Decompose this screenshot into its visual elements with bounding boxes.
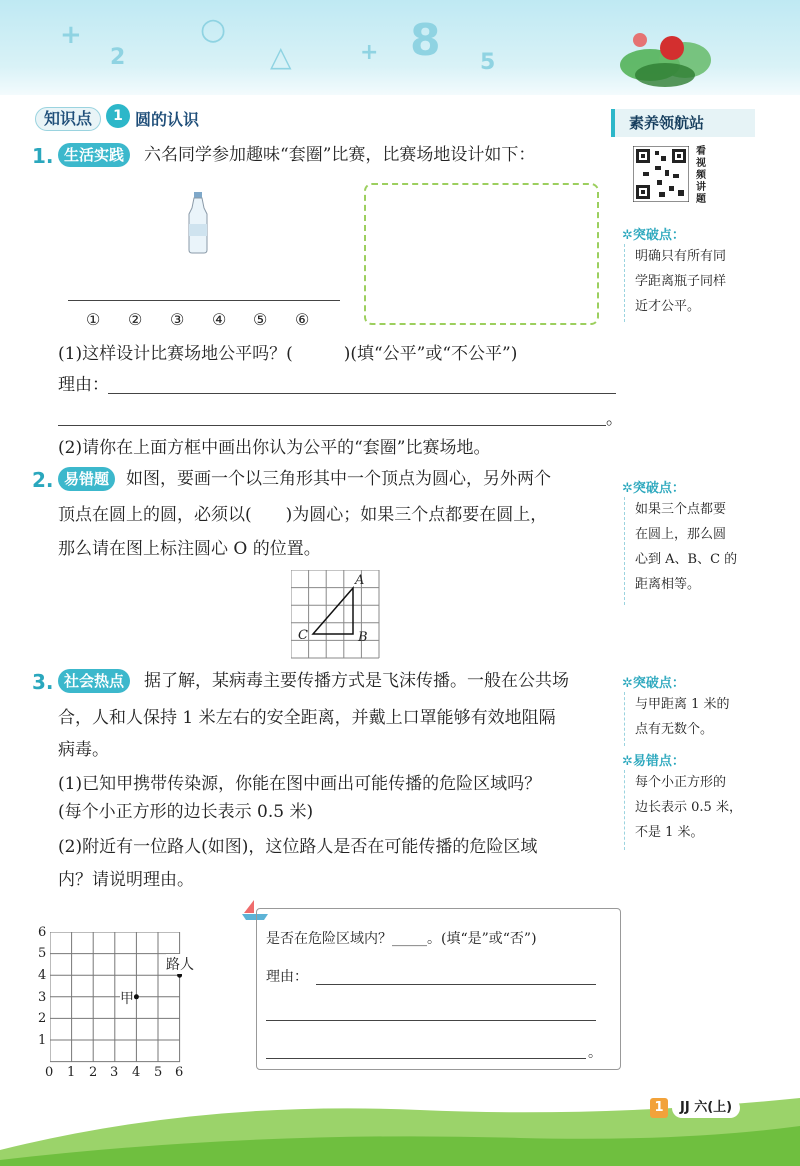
q1-part2: (2)请你在上面方框中画出你认为公平的“套圈”比赛场地。 xyxy=(58,438,491,458)
question-tag: 社会热点 xyxy=(58,669,130,693)
y-tick: 3 xyxy=(38,990,47,1005)
question-tag: 生活实践 xyxy=(58,143,130,167)
tip-line: 不是 1 米。 xyxy=(635,825,704,840)
q2-line: 那么请在图上标注圆心 O 的位置。 xyxy=(58,539,321,559)
q2-line: 如图，要画一个以三角形其中一个顶点为圆心，另外两个 xyxy=(126,469,551,489)
qr-caption: 看视频讲题 xyxy=(696,146,706,205)
tip-line: 每个小正方形的 xyxy=(635,775,727,790)
tip-line: 如果三个点都要 xyxy=(635,502,727,517)
q3-part2: (2)附近有一位路人(如图)，这位路人是否在可能传播的危险区域 xyxy=(58,837,538,857)
q3-line: 合，人和人保持 1 米左右的安全距离，并戴上口罩能够有效地阻隔 xyxy=(58,708,556,728)
question-stem: 六名同学参加趣味“套圈”比赛，比赛场地设计如下： xyxy=(144,145,536,165)
sidebar-title: 素养领航站 xyxy=(611,109,755,137)
tip-box xyxy=(624,244,760,322)
book-label: JJ 六(上) xyxy=(672,1098,740,1118)
y-tick: 5 xyxy=(38,946,47,961)
person-a-point xyxy=(134,994,139,999)
q1-part1: (1)这样设计比赛场地公平吗？( )(填“公平”或“不公平”) xyxy=(58,344,518,364)
tip-title: ✲易错点： xyxy=(622,754,685,769)
tip-line: 在圆上，那么圆 xyxy=(635,527,727,542)
x-tick: 2 xyxy=(89,1065,98,1080)
drawing-area[interactable] xyxy=(364,183,599,325)
passerby-label: 路人 xyxy=(166,954,194,974)
position-marker: ③ xyxy=(170,310,185,329)
position-marker: ⑤ xyxy=(253,310,268,329)
throwing-line xyxy=(68,300,340,301)
page-number: 1 xyxy=(650,1098,668,1118)
tip-title: ✲突破点： xyxy=(622,228,685,243)
knowledge-point-title: 圆的认识 xyxy=(135,110,200,129)
position-marker: ⑥ xyxy=(295,310,310,329)
x-tick: 0 xyxy=(45,1065,54,1080)
coordinate-grid[interactable] xyxy=(50,932,182,1064)
position-marker: ① xyxy=(86,310,101,329)
bottle-icon xyxy=(186,192,210,254)
x-tick: 5 xyxy=(154,1065,163,1080)
tip-line: 明确只有所有同 xyxy=(635,249,727,264)
answer-reason-label: 理由： xyxy=(266,969,308,985)
point-label-c: C xyxy=(298,628,308,643)
period: 。 xyxy=(606,409,623,429)
tip-line: 近才公平。 xyxy=(635,299,701,314)
tip-line: 距离相等。 xyxy=(635,577,701,592)
question-number: 1. xyxy=(32,144,54,168)
decor-plus: + xyxy=(360,40,379,65)
period: 。 xyxy=(588,1045,602,1061)
knowledge-point-number: 1 xyxy=(106,104,130,128)
q2-line: 顶点在圆上的圆，必须以( )为圆心；如果三个点都要在圆上， xyxy=(58,505,548,525)
q3-line: 据了解，某病毒主要传播方式是飞沫传播。一般在公共场 xyxy=(144,671,569,691)
question-number: 2. xyxy=(32,468,54,492)
q3-part2: 内？请说明理由。 xyxy=(58,870,194,890)
y-tick: 6 xyxy=(38,925,47,940)
knowledge-point-label: 知识点 xyxy=(35,107,101,131)
tip-line: 边长表示 0.5 米， xyxy=(635,800,742,815)
reason-label: 理由： xyxy=(58,375,109,395)
plant-illustration xyxy=(610,20,720,95)
y-tick: 1 xyxy=(38,1033,47,1048)
y-tick: 4 xyxy=(38,968,47,983)
question-number: 3. xyxy=(32,670,54,694)
tip-line: 心到 A、B、C 的 xyxy=(635,552,738,567)
decor-plus: + xyxy=(60,20,82,50)
qr-code-icon[interactable] xyxy=(633,146,689,202)
answer-line[interactable] xyxy=(316,984,596,985)
x-tick: 6 xyxy=(175,1065,184,1080)
tip-title: ✲突破点： xyxy=(622,481,685,496)
decor-triangle: △ xyxy=(270,40,292,73)
q3-part1: (1)已知甲携带传染源，你能在图中画出可能传播的危险区域吗？ xyxy=(58,774,542,794)
point-label-a: A xyxy=(355,573,365,588)
answer-line[interactable] xyxy=(266,1058,586,1059)
position-marker: ④ xyxy=(212,310,227,329)
tip-box xyxy=(624,692,760,746)
decor-circle: ○ xyxy=(200,12,227,47)
tip-box xyxy=(624,770,760,850)
answer-line[interactable] xyxy=(58,425,606,426)
x-tick: 1 xyxy=(67,1065,76,1080)
answer-line[interactable] xyxy=(266,1020,596,1021)
answer-question: 是否在危险区域内？_____。(填“是”或“否”) xyxy=(266,931,537,947)
decor-digit: 8 xyxy=(410,15,441,66)
tip-line: 与甲距离 1 米的 xyxy=(635,697,730,712)
question-tag: 易错题 xyxy=(58,467,115,491)
point-label-b: B xyxy=(358,630,368,645)
triangle-grid-figure xyxy=(291,570,381,660)
decor-digit: 2 xyxy=(110,45,126,70)
answer-line[interactable] xyxy=(108,393,616,394)
x-tick: 4 xyxy=(132,1065,141,1080)
person-a-label: 甲 xyxy=(120,988,134,1008)
position-marker: ② xyxy=(128,310,143,329)
q3-part1: (每个小正方形的边长表示 0.5 米) xyxy=(58,802,314,822)
y-tick: 2 xyxy=(38,1011,47,1026)
x-tick: 3 xyxy=(110,1065,119,1080)
tip-box xyxy=(624,497,760,605)
decor-digit: 5 xyxy=(480,50,496,75)
tip-title: ✲突破点： xyxy=(622,676,685,691)
tip-line: 点有无数个。 xyxy=(635,722,714,737)
q3-line: 病毒。 xyxy=(58,740,109,760)
tip-line: 学距离瓶子同样 xyxy=(635,274,727,289)
